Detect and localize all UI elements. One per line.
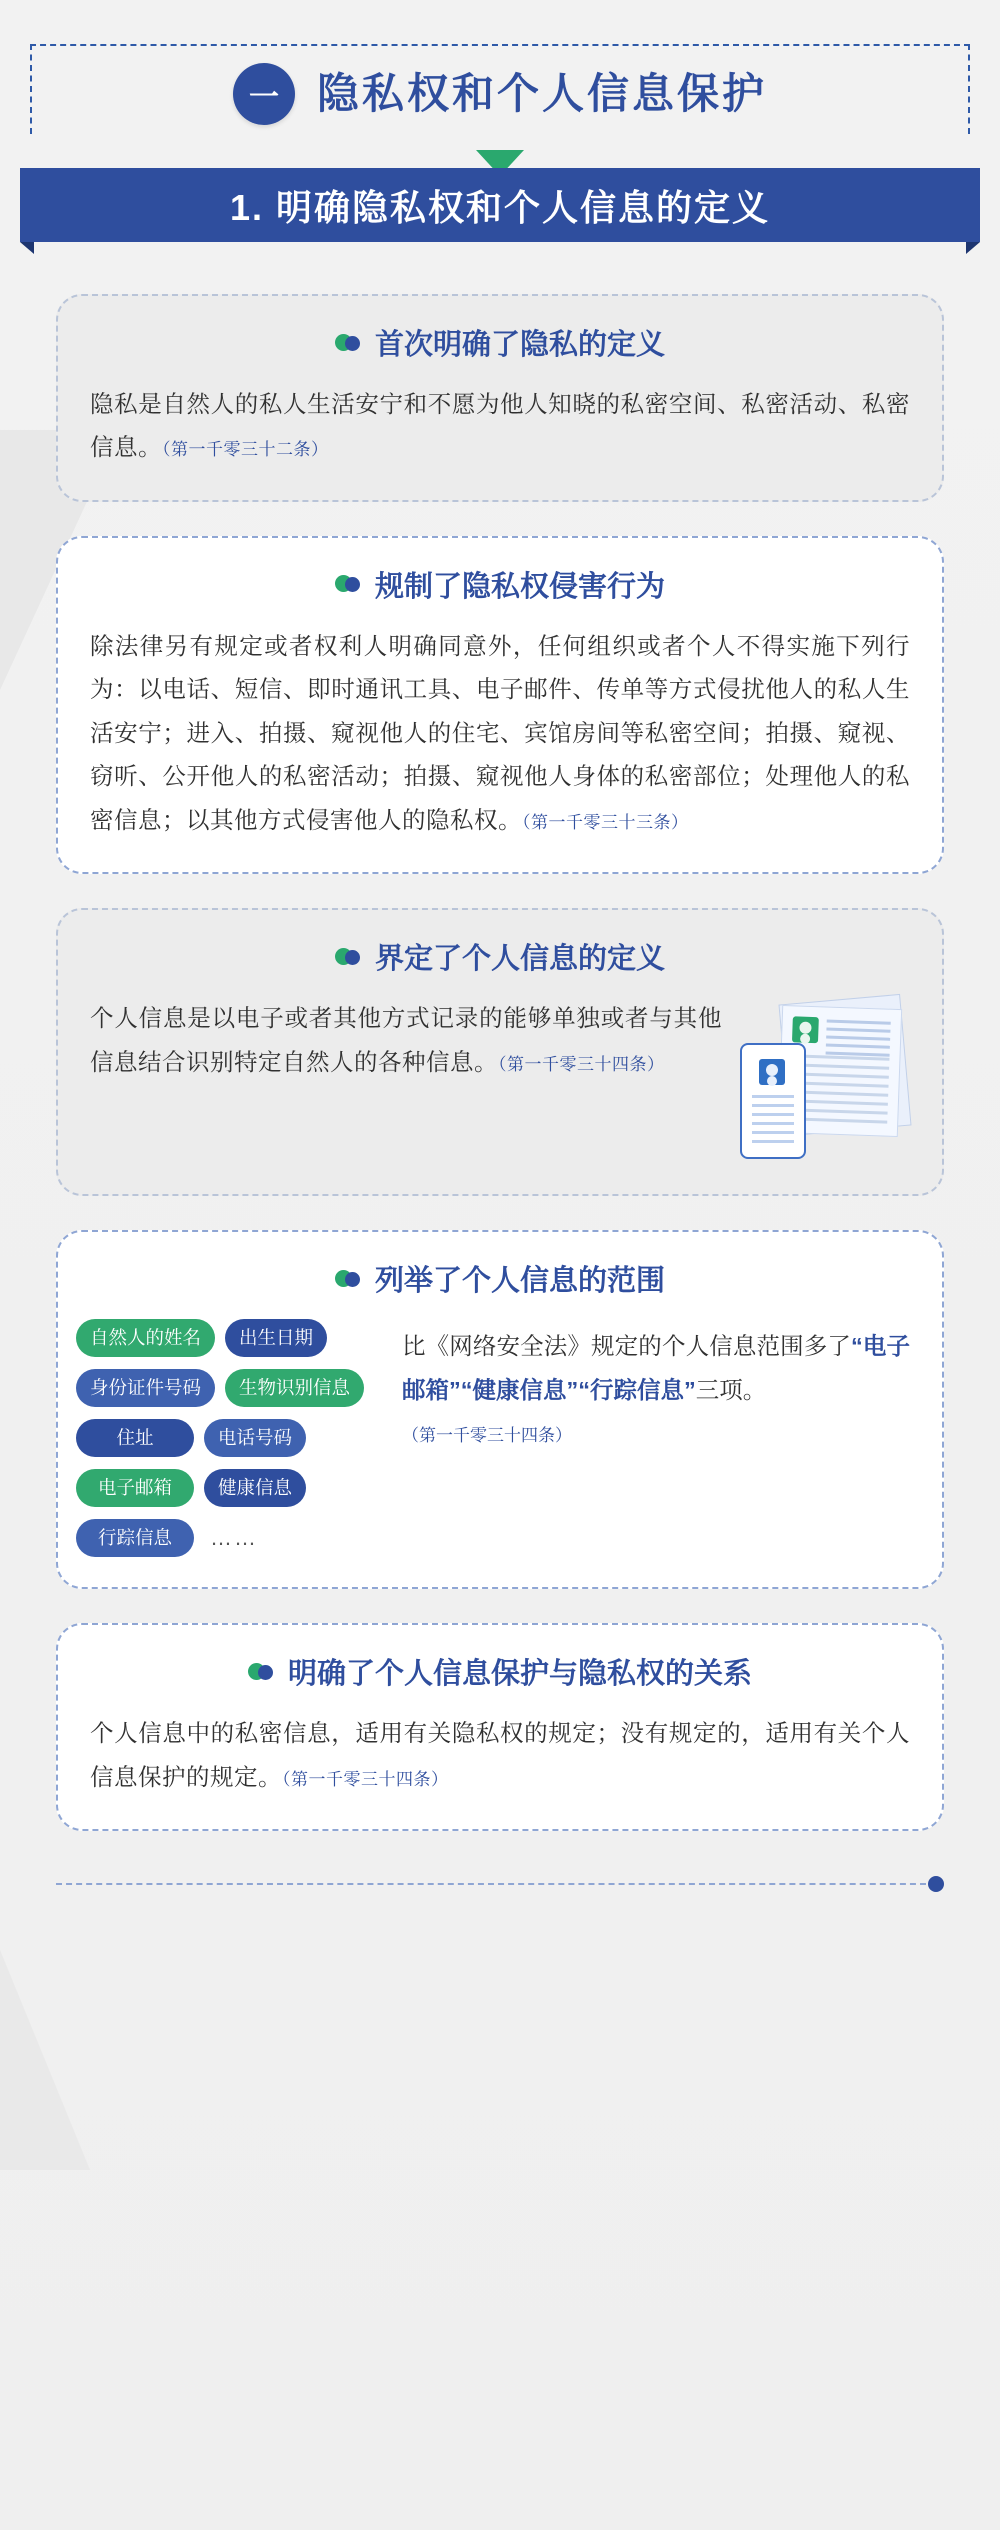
card-privacy-infringement — [56, 536, 944, 874]
banner-left-extension — [20, 168, 34, 242]
card-body — [90, 625, 910, 842]
double-dot-icon — [335, 332, 363, 354]
tag-item: 出生日期 — [225, 1319, 327, 1357]
card-title-text: 规制了隐私权侵害行为 — [374, 570, 665, 603]
card-body — [90, 383, 910, 470]
card-body — [90, 1712, 910, 1799]
card-title-text: 首次明确了隐私的定义 — [374, 329, 665, 361]
tag-item: 电话号码 — [204, 1419, 306, 1457]
card-relationship — [56, 1623, 944, 1831]
law-reference: （第一千零三十二条） — [162, 440, 329, 460]
card-body-text: 隐私是自然人的私人生活安宁和不愿为他人知晓的私密空间、私密活动、私密信息。 — [90, 391, 910, 461]
card-title-text: 列举了个人信息的范围 — [374, 1265, 665, 1298]
law-reference: （第一千零三十四条） — [282, 1769, 449, 1789]
scope-text-part2: 三项。 — [695, 1376, 767, 1403]
tag-item: 行踪信息 — [76, 1519, 194, 1557]
info-type-tag-list — [76, 1319, 376, 1557]
double-dot-icon — [335, 1268, 363, 1290]
card-title-text: 界定了个人信息的定义 — [374, 943, 665, 976]
scope-text-part1: 比《网络安全法》规定的个人信息范围多了 — [402, 1333, 851, 1360]
id-document-illustration — [740, 999, 910, 1164]
card-privacy-definition — [56, 294, 944, 502]
double-dot-icon — [335, 573, 363, 595]
tag-item: 身份证件号码 — [76, 1369, 215, 1407]
law-reference: （第一千零三十三条） — [522, 812, 689, 832]
tag-item: 健康信息 — [204, 1469, 306, 1507]
card-title-row — [90, 322, 910, 363]
person-avatar-icon — [759, 1059, 785, 1085]
card-personal-info-scope — [56, 1230, 944, 1589]
card-body-text: 个人信息是以电子或者其他方式记录的能够单独或者与其他信息结合识别特定自然人的各种信息。 — [90, 1005, 722, 1075]
footer-divider — [56, 1865, 944, 1925]
card-personal-info-definition — [56, 908, 944, 1196]
card-title-row — [90, 936, 910, 977]
decorative-triangle-left-lower — [0, 1950, 90, 2170]
double-dot-icon — [335, 946, 363, 968]
tag-item: 电子邮箱 — [76, 1469, 194, 1507]
double-dot-icon — [248, 1661, 276, 1683]
card-body-text: 个人信息中的私密信息，适用有关隐私权的规定；没有规定的，适用有关个人信息保护的规定。 — [90, 1720, 910, 1790]
banner-right-extension — [966, 168, 980, 242]
tag-ellipsis: …… — [210, 1525, 258, 1551]
footer-dot-icon — [928, 1876, 944, 1892]
section-number-badge: 一 — [233, 63, 295, 125]
card-title-row — [90, 1651, 910, 1692]
law-reference: （第一千零三十四条） — [498, 1054, 665, 1074]
tag-item: 自然人的姓名 — [76, 1319, 215, 1357]
card-title-text: 明确了个人信息保护与隐私权的关系 — [287, 1658, 752, 1691]
scope-highlight: “电子邮箱”“健康信息”“行踪信息” — [402, 1333, 911, 1403]
card-title-row — [90, 1258, 910, 1299]
law-reference: （第一千零三十四条） — [402, 1426, 572, 1446]
card-title-row — [90, 564, 910, 605]
card-body-text: 除法律另有规定或者权利人明确同意外，任何组织或者个人不得实施下列行为：以电话、短信、即时通讯工具、电子邮件、传单等方式侵扰他人的私人生活安宁；进入、拍摄、窥视他人的住宅、宾馆房间等私密空间；拍摄、窥视、窃听、公开他人的私密活动；拍摄、窥视他人身体的私密部位；处理他人的私密信息；以其他方式侵害他人的隐私权。 — [90, 632, 910, 833]
page-title: 隐私权和个人信息保护 — [316, 70, 767, 117]
phone-text-lines — [752, 1095, 794, 1149]
card-body — [402, 1319, 910, 1451]
section-banner: 1. 明确隐私权和个人信息的定义 — [34, 168, 966, 242]
tag-item: 住址 — [76, 1419, 194, 1457]
section-banner-wrap — [34, 168, 966, 242]
tag-item: 生物识别信息 — [225, 1369, 364, 1407]
smartphone-icon — [740, 1043, 806, 1159]
card-body — [90, 997, 722, 1084]
person-avatar-icon — [792, 1017, 819, 1044]
cards-container — [0, 242, 1000, 1965]
footer-dashed-line — [56, 1883, 926, 1885]
page-header — [0, 0, 1000, 150]
